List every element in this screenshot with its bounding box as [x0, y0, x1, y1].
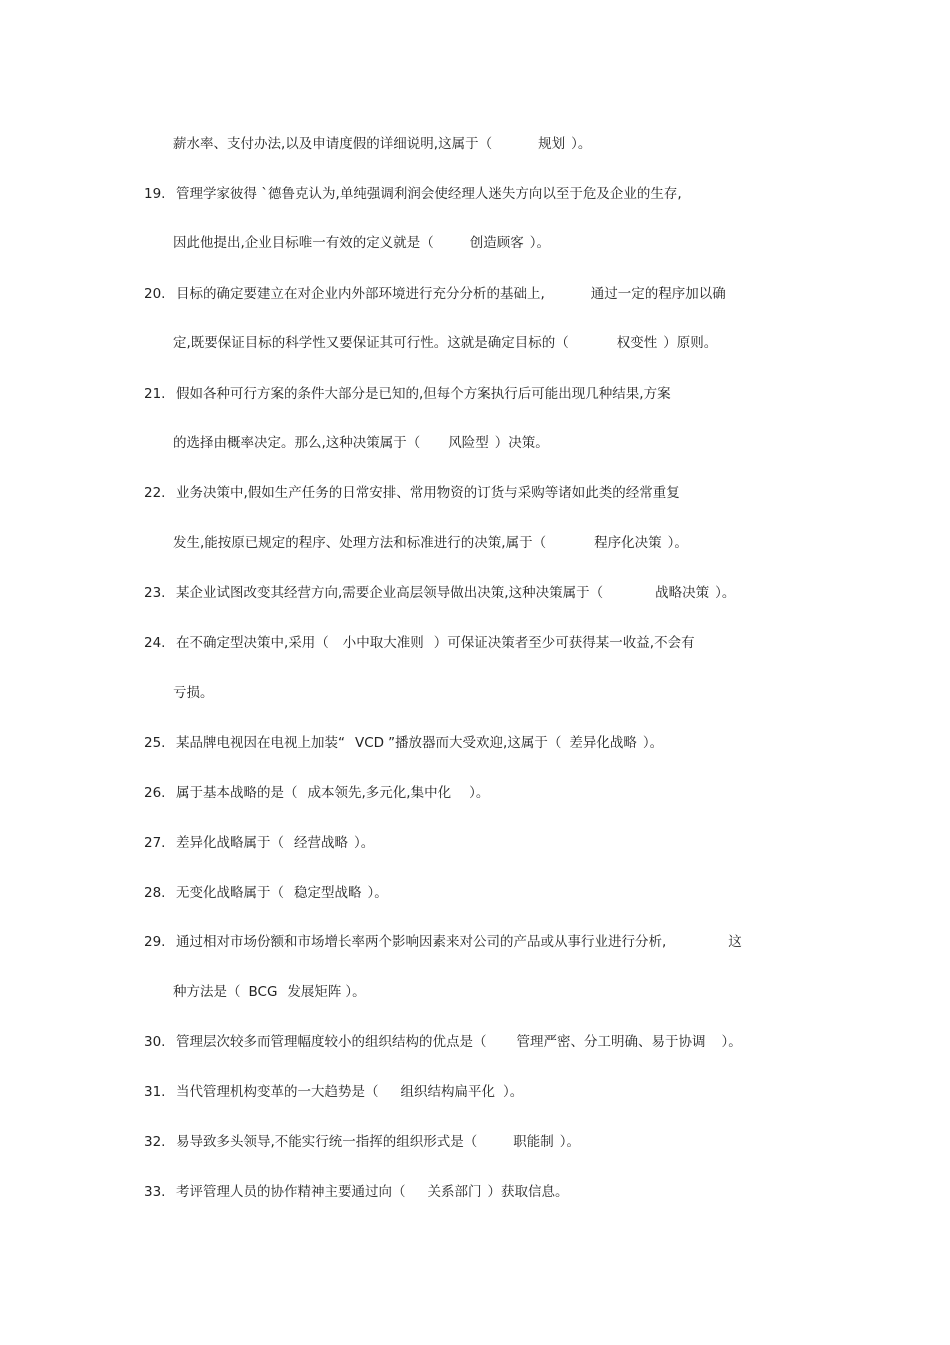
text-line: [176, 734, 663, 752]
text-segment: 薪水率、支付办法,以及申请度假的详细说明,这属于（: [173, 136, 493, 152]
text-line: [176, 1133, 580, 1151]
answer-text: 小中取大准则: [342, 635, 424, 651]
text-line: [176, 1083, 523, 1101]
question-number: 20.: [144, 286, 166, 302]
text-segment: 当代管理机构变革的一大趋势是（: [176, 1084, 379, 1100]
answer-text: 稳定型战略: [294, 885, 362, 901]
text-segment: 管理学家彼得 `德鲁克认为,单纯强调利润会使经理人迷失方向以至于危及企业的生存,: [176, 186, 682, 202]
question-number: 24.: [144, 635, 166, 651]
text-line: [176, 834, 374, 852]
text-segment: ）可保证决策者至少可获得某一收益,不会有: [433, 635, 695, 651]
answer-text: 管理严密、分工明确、易于协调: [516, 1034, 706, 1050]
text-segment: 业务决策中,假如生产任务的日常安排、常用物资的订货与采购等诸如此类的经常重复: [176, 485, 680, 501]
text-segment: ）。: [642, 735, 664, 751]
text-line: [176, 1033, 742, 1051]
answer-text: 经营战略: [294, 835, 348, 851]
text-segment: 考评管理人员的协作精神主要通过向（: [176, 1184, 406, 1200]
answer-text: 成本领先,多元化,集中化: [307, 785, 452, 801]
text-segment: ）。: [529, 235, 551, 251]
text-segment: ）决策。: [494, 435, 549, 451]
text-line: [173, 434, 549, 452]
answer-text: 关系部门: [427, 1184, 482, 1200]
text-line: [176, 884, 388, 902]
question-number: 29.: [144, 934, 166, 950]
text-line: [173, 983, 366, 1001]
answer-text: 战略决策: [655, 585, 710, 601]
text-segment: ）。: [715, 585, 736, 601]
text-segment: ）。: [469, 785, 490, 801]
question-number: 23.: [144, 585, 166, 601]
text-segment: ）。: [345, 984, 366, 1000]
text-segment: 在不确定型决策中,采用（: [176, 635, 329, 651]
text-segment: 发生,能按原已规定的程序、处理方法和标准进行的决策,属于（: [173, 535, 547, 551]
text-segment: ）原则。: [663, 335, 718, 351]
question-number: 28.: [144, 885, 166, 901]
question-number: 30.: [144, 1034, 166, 1050]
text-segment: 亏损。: [173, 685, 214, 701]
text-segment: ）。: [721, 1034, 742, 1050]
text-segment: 某企业试图改变其经营方向,需要企业高层领导做出决策,这种决策属于（: [176, 585, 604, 601]
text-segment: ）。: [667, 535, 688, 551]
answer-text: 创造顾客: [469, 235, 524, 251]
text-segment: ）。: [367, 885, 388, 901]
text-line: [173, 534, 688, 552]
question-number: 25.: [144, 735, 166, 751]
answer-text: 差异化战略: [569, 735, 637, 751]
answer-text: 发展矩阵: [287, 984, 342, 1000]
text-segment: ”播放器而大受欢迎,这属于（: [388, 735, 562, 751]
text-line: [176, 584, 735, 602]
text-line: [176, 285, 726, 303]
text-line: [176, 1183, 569, 1201]
answer-text: 权变性: [616, 335, 658, 351]
text-segment: 种方法是（: [173, 984, 241, 1000]
text-segment: 这: [728, 934, 742, 950]
text-line: [176, 634, 695, 652]
answer-text: 组织结构扁平化: [400, 1084, 495, 1100]
text-line: [176, 933, 742, 951]
text-segment: 差异化战略属于（: [176, 835, 284, 851]
answer-text: 程序化决策: [594, 535, 662, 551]
text-segment: 的选择由概率决定。那么,这种决策属于（: [173, 435, 421, 451]
question-number: 19.: [144, 186, 166, 202]
text-line: [173, 684, 214, 702]
question-number: 32.: [144, 1134, 166, 1150]
question-number: 21.: [144, 386, 166, 402]
text-segment: 无变化战略属于（: [176, 885, 284, 901]
text-segment: 目标的确定要建立在对企业内外部环境进行充分分析的基础上,: [176, 286, 545, 302]
text-line: [176, 784, 489, 802]
answer-text: 规划: [538, 136, 566, 152]
text-line: [173, 135, 591, 153]
text-segment: 假如各种可行方案的条件大部分是已知的,但每个方案执行后可能出现几种结果,方案: [176, 386, 671, 402]
text-segment: 通过一定的程序加以确: [590, 286, 726, 302]
question-number: 33.: [144, 1184, 166, 1200]
text-segment: 因此他提出,企业目标唯一有效的定义就是（: [173, 235, 434, 251]
text-line: [173, 334, 717, 352]
text-line: [176, 185, 682, 203]
question-number: 22.: [144, 485, 166, 501]
text-segment: ）。: [354, 835, 375, 851]
answer-text: VCD: [355, 735, 385, 751]
text-segment: ）。: [503, 1084, 524, 1100]
text-line: [176, 484, 680, 502]
text-segment: 属于基本战略的是（: [176, 785, 298, 801]
question-number: 27.: [144, 835, 166, 851]
question-number: 31.: [144, 1084, 166, 1100]
text-line: [176, 385, 671, 403]
answer-text: BCG: [248, 984, 278, 1000]
text-segment: 易导致多头领导,不能实行统一指挥的组织形式是（: [176, 1134, 478, 1150]
text-line: [173, 234, 550, 252]
text-segment: ）。: [571, 136, 592, 152]
text-segment: 某品牌电视因在电视上加装“: [176, 735, 345, 751]
text-segment: ）。: [559, 1134, 581, 1150]
text-segment: 通过相对市场份额和市场增长率两个影响因素来对公司的产品或从事行业进行分析,: [176, 934, 667, 950]
text-segment: 定,既要保证目标的科学性又要保证其可行性。这就是确定目标的（: [173, 335, 569, 351]
answer-text: 职能制: [513, 1134, 554, 1150]
text-segment: 管理层次较多而管理幅度较小的组织结构的优点是（: [176, 1034, 487, 1050]
text-segment: ）获取信息。: [487, 1184, 569, 1200]
question-number: 26.: [144, 785, 166, 801]
answer-text: 风险型: [448, 435, 489, 451]
